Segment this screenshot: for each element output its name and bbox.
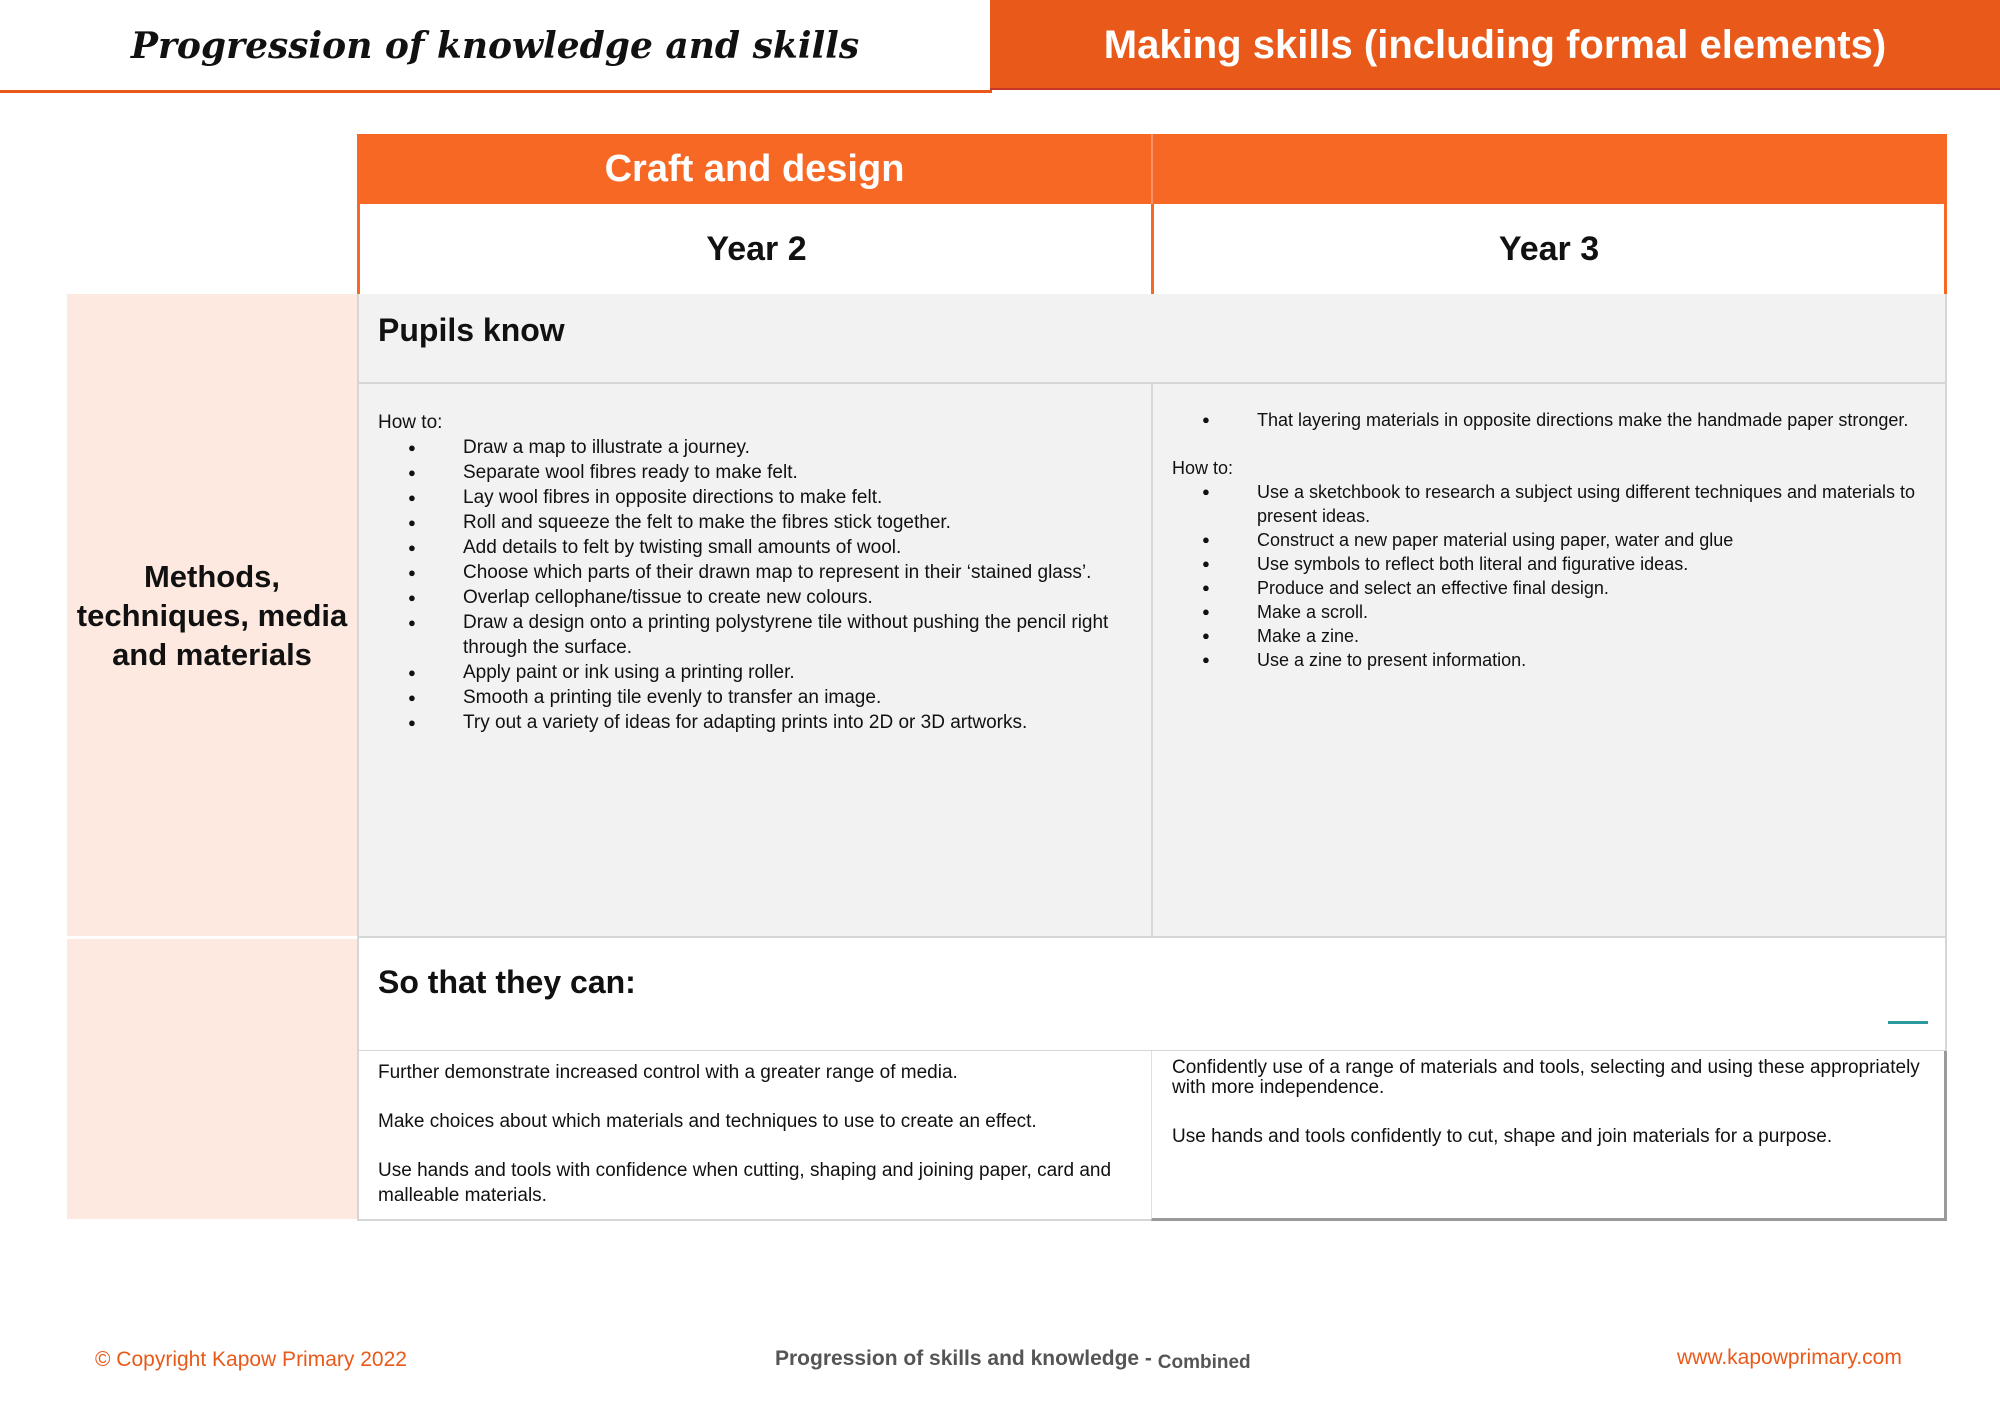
header-underline: [0, 90, 992, 93]
year-3-first-bullets: [1172, 408, 1922, 432]
year-2-intro: How to:: [378, 412, 443, 433]
pupils-know-row: [357, 294, 1947, 384]
document-subtitle: Progression of knowledge and skills: [130, 25, 860, 67]
list-item: ● Draw a map to illustrate a journey.: [378, 435, 1138, 460]
list-item: ● Smooth a printing tile evenly to transfer an image.: [378, 685, 1138, 710]
list-item: ● Overlap cellophane/tissue to create new colours.: [378, 585, 1138, 610]
list-item: ● Try out a variety of ideas for adapting prints into 2D or 3D artworks.: [378, 710, 1138, 735]
list-item: ● Apply paint or ink using a printing roller.: [378, 660, 1138, 685]
outcome-paragraph: Make choices about which materials and techniques to use to create an effect.: [378, 1111, 1037, 1132]
column-header-year-2: Year 2: [357, 204, 1153, 294]
year-3-intro: How to:: [1172, 458, 1234, 478]
list-item: ● Use a sketchbook to research a subject using different techniques and materials to present ideas.: [1172, 480, 1922, 528]
year-3-outcome-text: [1172, 1058, 1922, 1176]
list-item: ● Use symbols to reflect both literal and figurative ideas.: [1172, 552, 1922, 576]
year-3-bullet-list: [1172, 480, 1922, 672]
header-title-edge: [990, 88, 2000, 90]
outcome-paragraph: Further demonstrate increased control with a greater range of media.: [378, 1062, 958, 1083]
list-item: ● Lay wool fibres in opposite directions to make felt.: [378, 485, 1138, 510]
year-2-knowledge-text: [378, 410, 1138, 735]
page-title: Making skills (including formal elements): [990, 0, 2000, 90]
outcome-paragraph: Confidently use of a range of materials and tools, selecting and using these appropriately with more independence.: [1172, 1057, 1920, 1098]
year-2-outcome-text: [378, 1060, 1138, 1232]
list-item: ● Produce and select an effective final design.: [1172, 576, 1922, 600]
outcome-paragraph: Use hands and tools with confidence when cutting, shaping and joining paper, card and malleable materials.: [378, 1160, 1112, 1206]
list-item: ● Make a zine.: [1172, 624, 1922, 648]
footer-document-name: [775, 1347, 1251, 1371]
footer-document-title: Progression of skills and knowledge -: [775, 1347, 1158, 1370]
column-header-year-3: Year 3: [1151, 204, 1947, 294]
pupils-know-heading: Pupils know: [378, 312, 565, 348]
list-item: ● Separate wool fibres ready to make felt.: [378, 460, 1138, 485]
section-header-divider: [1151, 134, 1153, 204]
website-link[interactable]: www.kapowprimary.com: [1677, 1346, 1902, 1369]
list-item: ● Add details to felt by twisting small amounts of wool.: [378, 535, 1138, 560]
list-item: ● That layering materials in opposite directions make the handmade paper stronger.: [1172, 408, 1922, 432]
year-2-bullet-list: [378, 435, 1138, 735]
row-label-background-lower: [67, 939, 357, 1219]
list-item: ● Construct a new paper material using paper, water and glue: [1172, 528, 1922, 552]
list-item: ● Draw a design onto a printing polystyrene tile without pushing the pencil right through the surface.: [378, 610, 1138, 660]
list-item: ● Roll and squeeze the felt to make the fibres stick together.: [378, 510, 1138, 535]
year-3-knowledge-text: [1172, 408, 1922, 672]
teal-dash-mark: [1888, 1021, 1928, 1024]
so-that-heading: So that they can:: [378, 964, 636, 1000]
section-title: Craft and design: [604, 147, 905, 190]
row-label: Methods, techniques, media and materials: [76, 558, 348, 672]
list-item: ● Use a zine to present information.: [1172, 648, 1922, 672]
list-item: ● Choose which parts of their drawn map to represent in their ‘stained glass’.: [378, 560, 1138, 585]
list-item: ● Make a scroll.: [1172, 600, 1922, 624]
footer-document-variant: Combined: [1157, 1352, 1251, 1373]
outcome-paragraph: Use hands and tools confidently to cut, shape and join materials for a purpose.: [1172, 1126, 1833, 1147]
copyright-notice: © Copyright Kapow Primary 2022: [95, 1348, 407, 1371]
